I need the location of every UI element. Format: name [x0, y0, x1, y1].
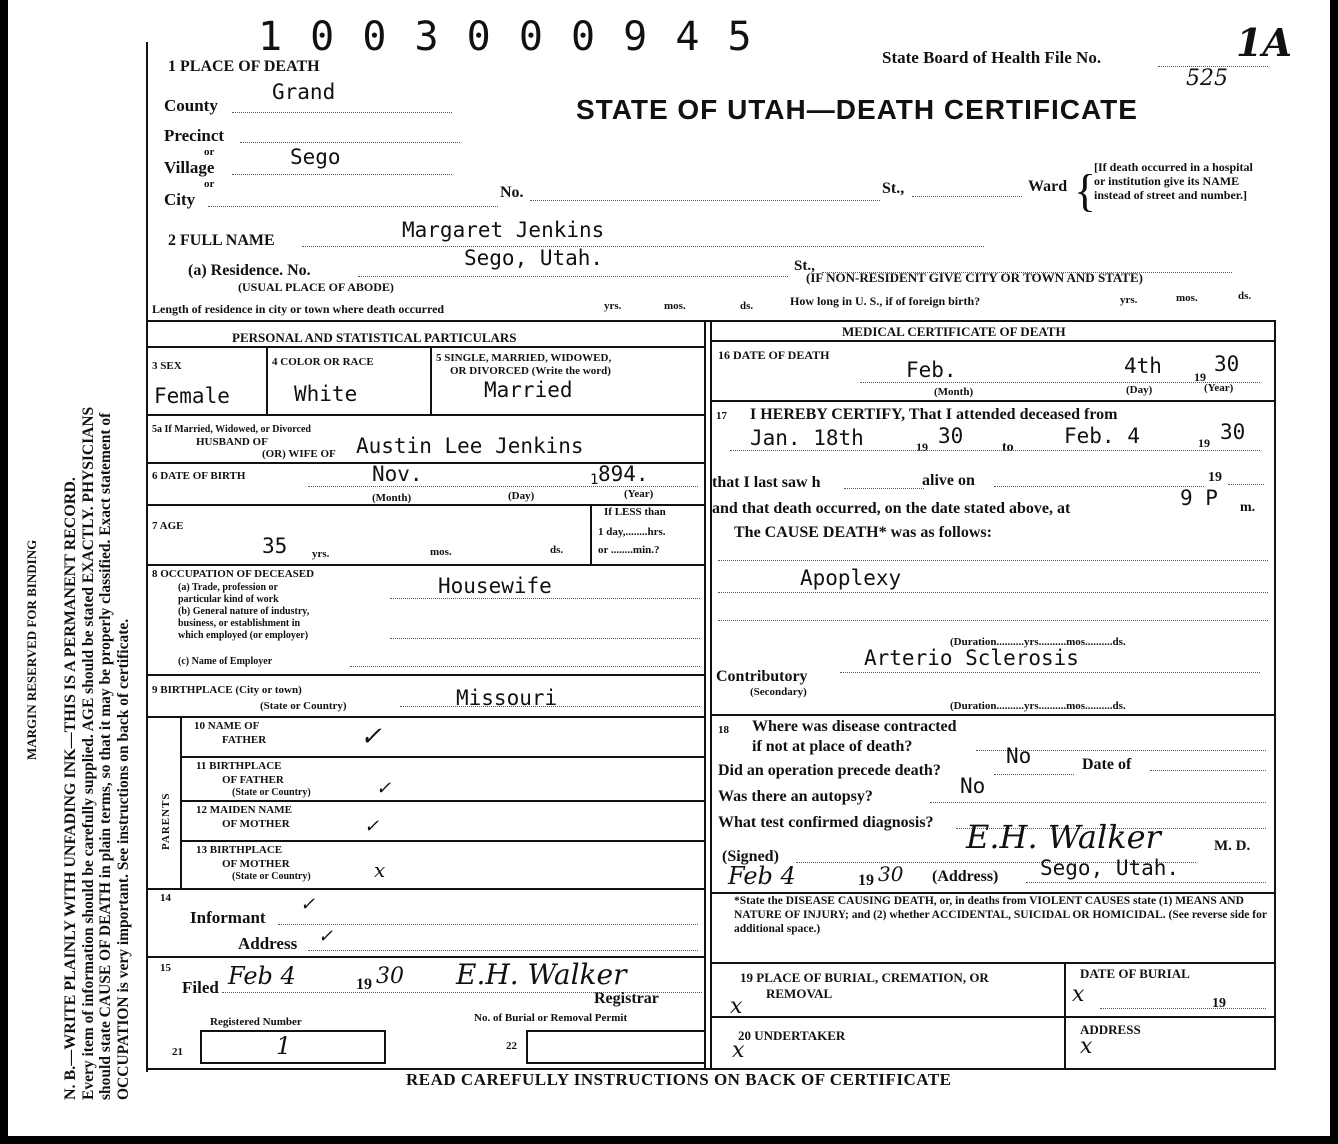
num-21: 21 — [172, 1046, 183, 1058]
age-ds: ds. — [550, 544, 564, 556]
address-mark: ✓ — [318, 926, 334, 947]
marital-label-2: OR DIVORCED (Write the word) — [450, 365, 611, 377]
alive-on-line — [994, 486, 1204, 487]
reg-number-value: 1 — [276, 1032, 292, 1060]
signed-date: Feb 4 — [728, 862, 796, 890]
death-occurred-label: and that death occurred, on the date stated above, at — [712, 500, 1071, 517]
dod-month: Feb. — [906, 358, 957, 382]
medical-rule-1 — [710, 400, 1276, 402]
address-line — [308, 950, 698, 951]
occ-b3: which employed (or employer) — [178, 630, 309, 641]
burial-mark: x — [730, 994, 743, 1019]
no-line — [530, 200, 880, 201]
parents-rule-3 — [180, 840, 706, 842]
birthplace-line — [400, 706, 700, 707]
alive-on-label: alive on — [922, 472, 975, 489]
undertaker-label: 20 UNDERTAKER — [738, 1028, 846, 1043]
informant-line — [278, 924, 698, 925]
test-question: What test confirmed diagnosis? — [718, 814, 934, 831]
us-ds: ds. — [1238, 290, 1252, 302]
us-yrs: yrs. — [1120, 294, 1138, 306]
county-label: County — [164, 96, 218, 115]
fullname-label: 2 FULL NAME — [168, 232, 275, 249]
personal-heading-rule — [146, 346, 706, 348]
margin-line-3: should state CAUSE OF DEATH in plain terms, so that it may be properly classified. Exact statement of — [97, 412, 114, 1100]
dob-month: Nov. — [372, 462, 423, 486]
residence-label: (a) Residence. No. — [188, 262, 311, 279]
village-label: Village — [164, 158, 215, 177]
precinct-label: Precinct — [164, 126, 225, 145]
spouse-label-3: (OR) WIFE OF — [262, 448, 336, 460]
residence-line — [358, 276, 788, 277]
margin-line-4: OCCUPATION is very important. See instructions on back of certificate. — [115, 618, 132, 1100]
spouse-label-2: HUSBAND OF — [196, 436, 268, 448]
medical-heading-rule — [710, 340, 1276, 342]
mbirth-mark: x — [374, 858, 386, 882]
marital-label-1: 5 SINGLE, MARRIED, WIDOWED, — [436, 352, 612, 364]
length-mos: mos. — [664, 300, 686, 312]
from-date: Jan. 18th — [750, 426, 864, 450]
dob-year-cap: (Year) — [624, 488, 654, 500]
parents-rule-1 — [180, 756, 706, 758]
parents-label: PARENTS — [160, 792, 172, 850]
hospital-note: [If death occurred in a hospital or institution give its NAME instead of street and number.] — [1094, 160, 1253, 202]
burial-date-label: DATE OF BURIAL — [1080, 966, 1190, 981]
address-label: Address — [238, 934, 298, 953]
dob-prefix: 1 — [590, 472, 599, 488]
secondary-caption: (Secondary) — [750, 686, 807, 698]
informant-num: 14 — [160, 892, 171, 904]
st-line — [912, 196, 1022, 197]
occ-b2: business, or establishment in — [178, 618, 301, 629]
residence-st-label: St., — [794, 258, 815, 274]
or-min: or ........min.? — [598, 544, 660, 556]
precinct-line — [240, 142, 460, 143]
cause-label: The CAUSE DEATH* was as follows: — [734, 524, 992, 541]
less-than: If LESS than — [604, 506, 666, 518]
color-label: 4 COLOR OR RACE — [272, 356, 374, 368]
or-2: or — [204, 178, 215, 190]
dob-year: 894. — [598, 462, 649, 486]
burial-year: 19 — [1212, 996, 1226, 1011]
cause-line-1 — [718, 560, 1268, 561]
to-year-prefix: 19 — [1198, 436, 1210, 450]
fbirth-label-2: OF FATHER — [222, 774, 284, 786]
color-value: White — [294, 382, 358, 406]
burial-permit-label: No. of Burial or Removal Permit — [474, 1012, 628, 1024]
occ-label: 8 OCCUPATION OF DECEASED — [152, 568, 315, 580]
burial-label-2: REMOVAL — [766, 986, 833, 1001]
cause-value: Apoplexy — [800, 566, 902, 590]
birthplace-value: Missouri — [456, 686, 558, 710]
reg-number-label: Registered Number — [210, 1016, 302, 1028]
frame-middle-2 — [710, 322, 712, 1068]
page-border-bottom — [0, 1136, 1338, 1144]
footnote: *State the DISEASE CAUSING DEATH, or, in deaths from VIOLENT CAUSES state (1) MEANS AND NATURE OF INJURY; and (2) whether ACCIDENTAL, SUICIDAL OR HOMICIDAL. (See reverse side for additional space.) — [734, 895, 1267, 935]
dob-line — [308, 486, 698, 487]
medical-heading: MEDICAL CERTIFICATE OF DEATH — [842, 324, 1066, 339]
fullname-line — [302, 246, 984, 247]
physician-signature: E.H. Walker — [966, 818, 1161, 856]
spouse-label-1: 5a If Married, Widowed, or Divorced — [152, 424, 311, 435]
mbirth-label-3: (State or Country) — [232, 871, 311, 882]
medical-rule-5 — [710, 1016, 1276, 1018]
dob-day-cap: (Day) — [508, 490, 535, 502]
age-divider — [590, 504, 592, 566]
signed-label: (Signed) — [722, 848, 779, 865]
village-line — [232, 174, 452, 175]
mother-label-2: OF MOTHER — [222, 818, 290, 830]
registrar-signature: E.H. Walker — [456, 958, 627, 991]
margin-binding: MARGIN RESERVED FOR BINDING — [24, 539, 39, 760]
place-heading: 1 PLACE OF DEATH — [168, 58, 320, 75]
row-rule-1 — [146, 414, 706, 416]
or-1: or — [204, 146, 215, 158]
marital-value: Married — [484, 378, 573, 402]
to-year: 30 — [1220, 420, 1246, 444]
margin-line-1: N. B.—WRITE PLAINLY WITH UNFADING INK—THIS IS A PERMANENT RECORD. — [62, 477, 79, 1100]
date-of-label: Date of — [1082, 756, 1132, 773]
age-label: 7 AGE — [152, 520, 184, 532]
sign-year-prefix: 19 — [858, 872, 874, 889]
dod-day: 4th — [1124, 354, 1162, 378]
sign-year: 30 — [878, 862, 904, 886]
contributory-value: Arterio Sclerosis — [864, 646, 1079, 670]
num-22: 22 — [506, 1040, 517, 1052]
alive-year-prefix: 19 — [1208, 470, 1222, 485]
occupation-value: Housewife — [438, 574, 552, 598]
age-yrs: yrs. — [312, 548, 330, 560]
father-label-2: FATHER — [222, 734, 267, 746]
last-saw-line — [844, 488, 924, 489]
alive-year-line — [1228, 484, 1264, 485]
st-label: St., — [882, 180, 905, 197]
city-label: City — [164, 190, 196, 209]
fullname-value: Margaret Jenkins — [402, 218, 605, 242]
death-time: 9 P — [1180, 486, 1218, 510]
county-line — [232, 112, 452, 113]
occ-a1: (a) Trade, profession or — [178, 582, 278, 593]
burial-divider — [1064, 962, 1066, 1068]
autopsy-line — [930, 802, 1266, 803]
to-label: to — [1002, 440, 1014, 455]
contributory-duration: (Duration..........yrs..........mos..........ds. — [950, 700, 1126, 712]
operation-value: No — [1006, 744, 1032, 768]
dod-year: 30 — [1214, 352, 1240, 376]
residence-value: Sego, Utah. — [464, 246, 604, 270]
dob-month-cap: (Month) — [372, 492, 412, 504]
length-residence-label: Length of residence in city or town where death occurred — [152, 302, 445, 316]
operation-question: Did an operation precede death? — [718, 762, 941, 779]
informant-mark: ✓ — [300, 894, 316, 915]
dod-label: 16 DATE OF DEATH — [718, 348, 830, 362]
undertaker-address-mark: x — [1080, 1034, 1093, 1059]
village-value: Sego — [290, 145, 341, 169]
footer-instructions: READ CAREFULLY INSTRUCTIONS ON BACK OF CERTIFICATE — [406, 1070, 952, 1089]
page-border-left — [0, 0, 8, 1144]
mother-label-1: 12 MAIDEN NAME — [196, 804, 292, 816]
city-line — [208, 206, 498, 207]
attended-line — [730, 450, 1260, 451]
row-rule-4 — [146, 564, 706, 566]
registrar-label: Registrar — [594, 990, 659, 1007]
board-file-number: 1A — [1236, 20, 1292, 65]
parents-divider — [180, 716, 182, 888]
certify-num: 17 — [716, 410, 727, 422]
how-long-us: How long in U. S., if of foreign birth? — [790, 294, 981, 308]
cause-duration: (Duration..........yrs..........mos..........ds. — [950, 636, 1126, 648]
autopsy-value: No — [960, 774, 986, 798]
cause-line-3 — [718, 620, 1268, 621]
from-year-prefix: 19 — [916, 440, 928, 454]
undertaker-mark: x — [732, 1038, 745, 1063]
certificate-title: STATE OF UTAH—DEATH CERTIFICATE — [576, 94, 1138, 125]
occ-line-b — [390, 638, 700, 639]
margin-line-2: Every item of information should be carefully supplied. AGE should be stated EXACTLY. PHYSICIANS — [80, 406, 97, 1100]
dod-line — [860, 382, 1260, 383]
autopsy-question: Was there an autopsy? — [718, 788, 873, 805]
page-border-right — [1330, 0, 1338, 1144]
age-mos: mos. — [430, 546, 452, 558]
filed-year-prefix: 19 — [356, 976, 372, 993]
county-value: Grand — [272, 80, 336, 104]
color-divider — [430, 348, 432, 416]
personal-heading: PERSONAL AND STATISTICAL PARTICULARS — [232, 330, 517, 345]
parents-rule-2 — [180, 800, 706, 802]
occ-a2: particular kind of work — [178, 594, 279, 605]
birthplace-label: 9 BIRTHPLACE (City or town) — [152, 684, 302, 696]
filed-num: 15 — [160, 962, 171, 974]
fbirth-label-1: 11 BIRTHPLACE — [196, 760, 282, 772]
occ-b1: (b) General nature of industry, — [178, 606, 310, 617]
sex-value: Female — [154, 384, 230, 408]
ward-label: Ward — [1028, 178, 1068, 195]
contributory-label: Contributory — [716, 668, 808, 685]
dob-label: 6 DATE OF BIRTH — [152, 470, 246, 482]
operation-line — [994, 774, 1074, 775]
contributory-line — [840, 672, 1260, 673]
filed-year: 30 — [376, 964, 404, 989]
frame-left — [146, 42, 148, 1072]
address-dot-line — [1026, 882, 1266, 883]
filed-label: Filed — [182, 978, 219, 997]
burial-label-1: 19 PLACE OF BURIAL, CREMATION, OR — [740, 970, 989, 985]
q18-line-1: Where was disease contracted — [752, 718, 957, 735]
board-file-sub: 525 — [1186, 66, 1228, 91]
mother-mark: ✓ — [364, 816, 380, 837]
nonresident-caption: (IF NON-RESIDENT GIVE CITY OR TOWN AND STATE) — [806, 270, 1143, 285]
dod-year-prefix: 19 — [1194, 370, 1206, 384]
to-date: Feb. 4 — [1064, 424, 1140, 448]
reg-number-box[interactable] — [200, 1030, 386, 1064]
informant-label: Informant — [190, 908, 266, 927]
length-ds: ds. — [740, 300, 754, 312]
board-file-label: State Board of Health File No. — [882, 48, 1102, 67]
occ-line-c — [350, 666, 700, 667]
row-rule-7 — [146, 888, 706, 890]
mbirth-label-2: OF MOTHER — [222, 858, 290, 870]
medical-rule-4 — [710, 962, 1276, 964]
mbirth-label-1: 13 BIRTHPLACE — [196, 844, 283, 856]
filed-date: Feb 4 — [228, 962, 296, 990]
date-of-line — [1150, 770, 1266, 771]
frame-right — [1274, 320, 1276, 1070]
no-label: No. — [500, 184, 524, 201]
physician-address: Sego, Utah. — [1040, 856, 1180, 880]
q18-num: 18 — [718, 724, 729, 736]
age-value: 35 — [262, 534, 288, 558]
dod-month-cap: (Month) — [934, 386, 974, 398]
father-mark: ✓ — [360, 722, 382, 752]
file-number-stamp: 1 0 0 3 0 0 0 9 4 5 — [258, 14, 754, 60]
us-mos: mos. — [1176, 292, 1198, 304]
abode-caption: (USUAL PLACE OF ABODE) — [238, 280, 394, 294]
undertaker-address-label: ADDRESS — [1080, 1022, 1141, 1037]
birthplace-state-caption: (State or Country) — [260, 700, 347, 712]
dod-day-cap: (Day) — [1126, 384, 1153, 396]
sex-label: 3 SEX — [152, 360, 182, 372]
burial-date-line — [1100, 1008, 1266, 1009]
father-label-1: 10 NAME OF — [194, 720, 260, 732]
from-year: 30 — [938, 424, 964, 448]
fbirth-label-3: (State or Country) — [232, 787, 311, 798]
spouse-value: Austin Lee Jenkins — [356, 434, 584, 458]
occ-c: (c) Name of Employer — [178, 656, 273, 667]
burial-date-mark: x — [1072, 982, 1085, 1007]
occ-line-a — [390, 598, 700, 599]
q18-line-2: if not at place of death? — [752, 738, 913, 755]
md-label: M. D. — [1214, 838, 1251, 854]
address-caption: (Address) — [932, 868, 999, 885]
length-yrs: yrs. — [604, 300, 622, 312]
burial-permit-box[interactable] — [526, 1030, 706, 1064]
day-hrs: 1 day,........hrs. — [598, 526, 666, 538]
sex-divider — [266, 348, 268, 416]
certify-text: I HEREBY CERTIFY, That I attended deceased from — [750, 406, 1118, 423]
last-saw-label: that I last saw h — [712, 474, 821, 491]
row-rule-6 — [146, 716, 706, 718]
ward-brace: { — [1074, 165, 1097, 216]
dod-year-cap: (Year) — [1204, 382, 1234, 394]
medical-rule-2 — [710, 714, 1276, 716]
fbirth-mark: ✓ — [376, 778, 392, 799]
cause-line-2 — [718, 592, 1268, 593]
row-rule-5 — [146, 674, 706, 676]
death-time-m: m. — [1240, 500, 1256, 515]
